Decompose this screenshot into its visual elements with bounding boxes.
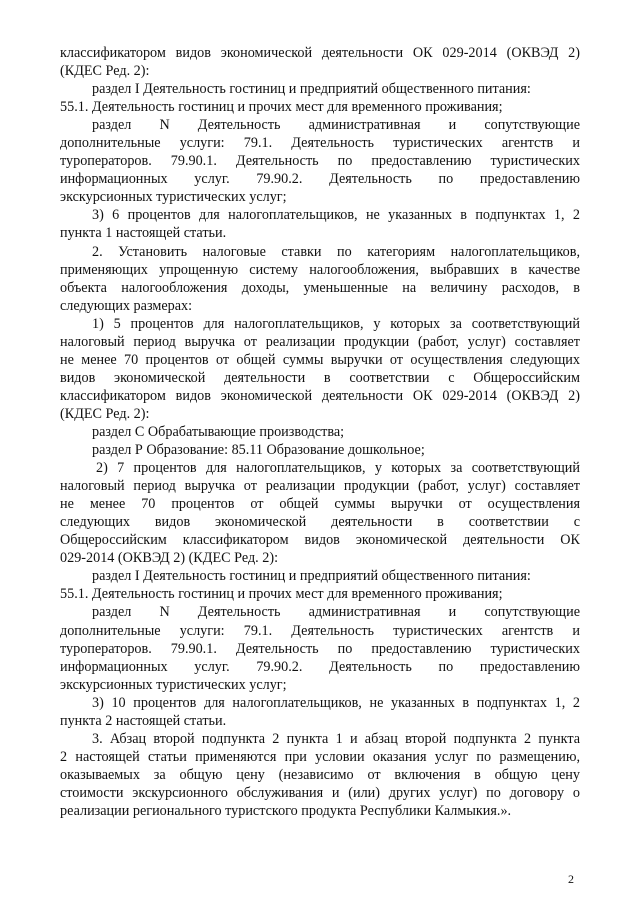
text-line: 3) 10 процентов для налогоплательщиков, не указанных в подпунктах 1, 2 (92, 694, 580, 711)
text-line: пункта 1 настоящей статьи. (60, 225, 227, 242)
text-line: налоговый период выручка от реализации продукции (работ, услуг) составляет (60, 333, 580, 350)
text-line: 3. Абзац второй подпункта 2 пункта 1 и абзац второй подпункта 2 пункта (92, 730, 580, 747)
text-line: дополнительные услуги: 79.1. Деятельность туристических агентств и (60, 135, 580, 152)
document-page (60, 44, 580, 820)
text-line: туроператоров. 79.90.1. Деятельность по предоставлению туристических (60, 640, 580, 657)
text-line: Общероссийским классификатором видов экономической деятельности ОК (60, 532, 580, 549)
text-line: раздел Р Образование: 85.11 Образование дошкольное; (92, 442, 425, 459)
document-body (60, 44, 580, 820)
text-line: реализации регионального туристского продукта Республики Калмыкия.». (60, 802, 512, 819)
text-line: раздел N Деятельность административная и сопутствующие (92, 604, 580, 621)
text-line: 55.1. Деятельность гостиниц и прочих мест для временного проживания; (60, 99, 503, 116)
text-line: налоговый период выручка от реализации продукции (работ, услуг) составляет (60, 478, 580, 495)
text-line: оказываемых за общую цену (независимо от включения в общую цену (60, 766, 580, 783)
text-line: не менее 70 процентов от общей суммы выручки от осуществления (60, 496, 580, 513)
text-line: дополнительные услуги: 79.1. Деятельность туристических агентств и (60, 622, 580, 639)
text-line: 2) 7 процентов для налогоплательщиков, у которых за соответствующий (96, 460, 580, 477)
text-line: 55.1. Деятельность гостиниц и прочих мест для временного проживания; (60, 586, 503, 603)
text-line: информационных услуг. 79.90.2. Деятельность по предоставлению (60, 658, 580, 675)
text-line: видов экономической деятельности в соответствии с Общероссийским (60, 369, 580, 386)
text-line: не менее 70 процентов от общей суммы выручки от осуществления следующих (60, 351, 580, 368)
text-line: следующих размерах: (60, 297, 193, 314)
text-line: стоимости экскурсионного обслуживания и (или) других услуг) по договору о (60, 784, 580, 801)
text-line: раздел N Деятельность административная и сопутствующие (92, 117, 580, 134)
text-line: объекта налогообложения доходы, уменьшенные на величину расходов, в (60, 279, 580, 296)
text-line: 1) 5 процентов для налогоплательщиков, у которых за соответствующий (92, 315, 580, 332)
text-line: классификатором видов экономической деятельности ОК 029-2014 (ОКВЭД 2) (60, 387, 580, 404)
page-number: 2 (568, 872, 574, 886)
text-line: следующих видов экономической деятельности в соответствии с (60, 514, 580, 531)
text-line: экскурсионных туристических услуг; (60, 189, 287, 206)
text-line: раздел I Деятельность гостиниц и предприятий общественного питания: (92, 568, 531, 585)
text-line: применяющих упрощенную систему налогообложения, выбравших в качестве (60, 261, 580, 278)
text-line: информационных услуг. 79.90.2. Деятельность по предоставлению (60, 171, 580, 188)
text-line: 029-2014 (ОКВЭД 2) (КДЕС Ред. 2): (60, 550, 279, 567)
text-line: классификатором видов экономической деятельности ОК 029-2014 (ОКВЭД 2) (60, 45, 580, 61)
text-line: экскурсионных туристических услуг; (60, 676, 287, 693)
text-line: раздел С Обрабатывающие производства; (92, 423, 345, 440)
text-line: 2. Установить налоговые ставки по категориям налогоплательщиков, (92, 243, 580, 260)
text-line: раздел I Деятельность гостиниц и предприятий общественного питания: (92, 81, 531, 98)
text-line: (КДЕС Ред. 2): (60, 63, 150, 80)
text-line: (КДЕС Ред. 2): (60, 405, 150, 422)
text-line: 2 настоящей статьи применяются при условии оказания услуг по размещению, (60, 748, 580, 765)
text-line: пункта 2 настоящей статьи. (60, 712, 227, 729)
text-line: туроператоров. 79.90.1. Деятельность по предоставлению туристических (60, 153, 580, 170)
text-line: 3) 6 процентов для налогоплательщиков, не указанных в подпунктах 1, 2 (92, 207, 580, 224)
